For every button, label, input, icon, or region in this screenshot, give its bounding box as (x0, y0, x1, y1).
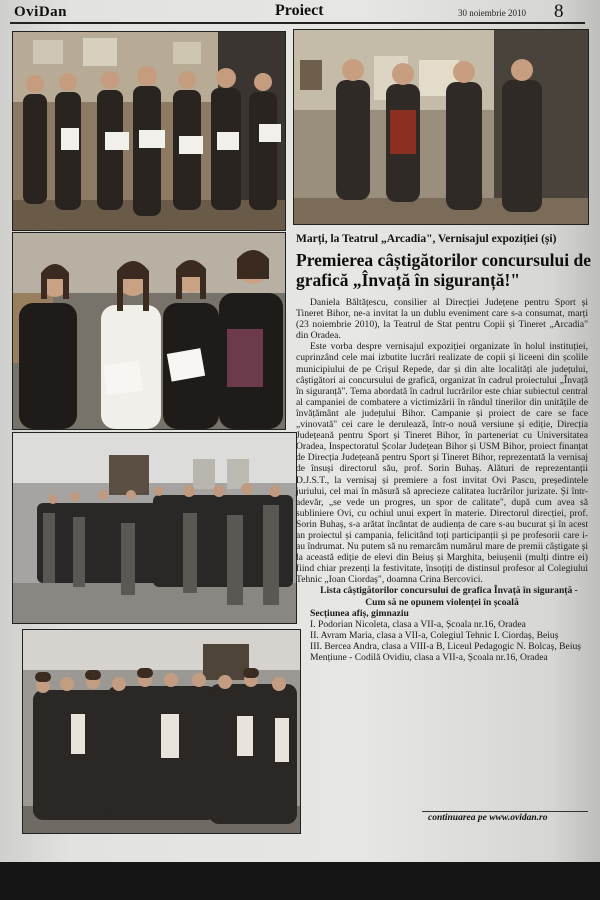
article-paragraph: Este vorba despre vernisajul expoziției organizate în holul instituției, cuprinzând cele mai izbutite lucrări realizate de copii și liceeni din școlile municipiului de pe Crișul Repede, dar și din alte localități ale județului, câștigători ai concursului de grafică, organizat în cadrul proiectului „Învață în siguranță". Tema abordată în cadrul lucrărilor este chiar subiectul central al campaniei de combatere a victimizării în rândul tinerilor din unitățile de învățământ ale județului Bihor. Campanie și proiect de care se face „vinovată" cei care le derulează, într-o nouă versiune și ediție, Direcția Județeană pentru Sport și Tineret Bihor, în parteneriat cu Universitatea Oradea, Inspectoratul Școlar Județean Bihor și USM Bihor, proiect finanțat de Direcția Județeană pentru Sport și Tineret Bihor, reprezentată la vernisaj de însuși directorul său, prof. Sorin Buhaș. Alături de reprezentanții D.J.S.T., la vernisaj și premiere a fost invitat Ovi Pascu, președintele juriului, cel mai în măsură să aprecieze calitatea lucrărilor jurizate. Și într-adevăr, „se vede un progres, un spor de calitate", după cum avea să subliniere Ovi, cu ochiul unui expert în materie. Directorul direcției, prof. Sorin Buhaș, s-a arătat încântat de audiența de care s-au bucurat și în acest an proiectul și campania, felicitând toți participanții și pe profesorii care i-au îndrumat. Nu putem să nu remarcăm numărul mare de premii câștigate și la această ediție de elevi din Beiuș și Marghita, beiușenii (mulți dintre ei) fiind chiar prezenți la festivitate, însoțiți de distinsul profesor al Colegiului Tehnic „Ioan Ciordaș", doamna Crina Bercovici. (296, 341, 588, 586)
winner-entry: I. Podorian Nicoleta, clasa a VII-a, Școala nr.16, Oradea (310, 618, 526, 630)
article-headline: Premierea câștigătorilor concursului de grafică „Învață în siguranță!" (296, 250, 592, 290)
winners-section-title: Secțiunea afiș, gimnaziu (310, 607, 409, 619)
officials-photo (293, 29, 589, 225)
winner-entry: III. Bercea Andra, clasa a VIII-a B, Liceul Pedagogic N. Bolcaș, Beiuș (310, 640, 582, 652)
students-group-photo (22, 629, 301, 834)
article-paragraph: Daniela Băltățescu, consilier al Direcției Județene pentru Sport și Tineret Bihor, ne-a invitat la un dublu eveniment care s-a consumat, marți (23 noiembrie 2010), la Teatrul de Stat pentru Copii și Tineret „Arcadia" din Oradea. (296, 297, 588, 342)
article-body (296, 297, 588, 663)
page-number: 8 (554, 1, 564, 22)
header-rule (10, 22, 585, 24)
winner-entry: II. Avram Maria, clasa a VII-a, Colegiul Tehnic I. Ciordaș, Beiuș (310, 629, 559, 641)
continuation-link[interactable]: continuarea pe www.ovidan.ro (428, 813, 548, 823)
winners-list-title: Lista câștigătorilor concursului de grafica Învață în siguranță - Cum să ne opunem violenței în școală (320, 585, 578, 608)
article-kicker: Marți, la Teatrul „Arcadia", Vernisajul expoziției (și) (296, 233, 557, 245)
scan-border (0, 862, 600, 900)
award-group-photo (12, 31, 286, 231)
section-name: Proiect (275, 2, 324, 19)
publication-name: OviDan (14, 4, 68, 20)
winners-closeup-photo (12, 232, 286, 430)
winner-entry: Mențiune - Codilă Ovidiu, clasa a VII-a, Școala nr.16, Oradea (310, 652, 548, 663)
hall-crowd-photo (12, 432, 297, 624)
footer-rule (422, 811, 588, 812)
issue-date: 30 noiembrie 2010 (458, 8, 526, 18)
